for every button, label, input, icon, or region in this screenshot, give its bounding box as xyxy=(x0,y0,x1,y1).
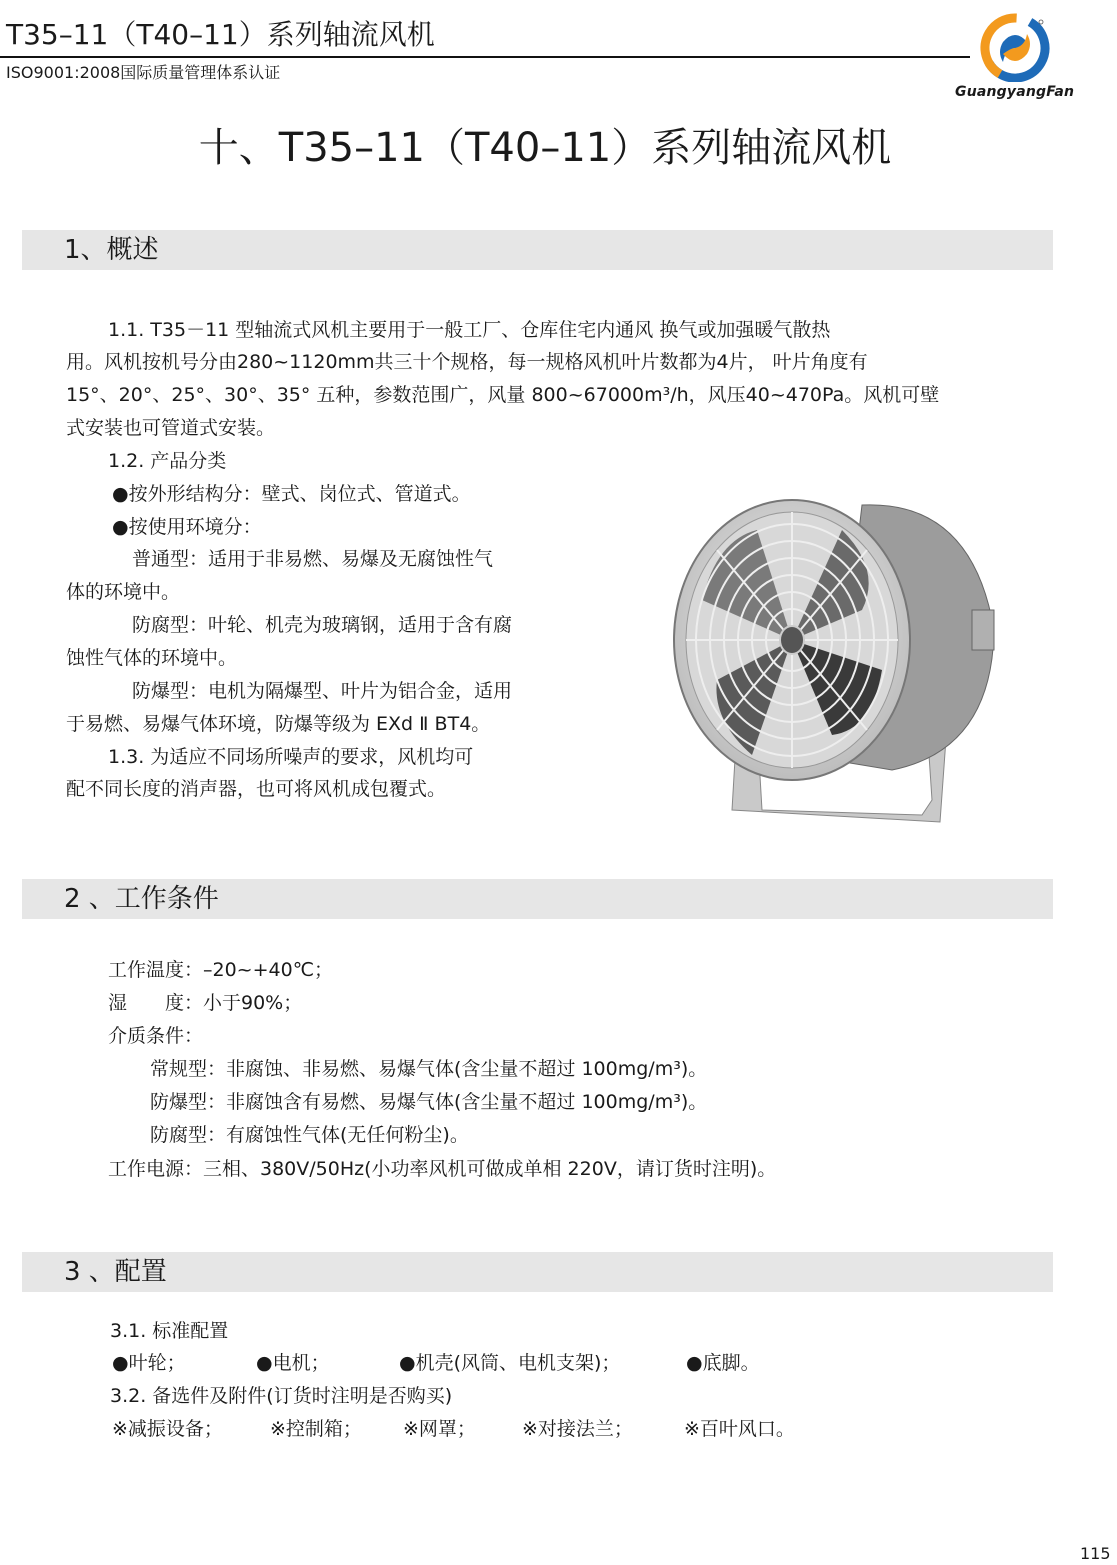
accessory-item: ※百叶风口。 xyxy=(684,1418,795,1440)
header-divider xyxy=(0,56,970,58)
paragraph-line: 防爆型：非腐蚀含有易燃、易爆气体(含尘量不超过 100mg/m³)。 xyxy=(150,1091,708,1113)
page-number: 115 xyxy=(1080,1544,1111,1563)
section-heading-working-conditions xyxy=(22,879,1053,919)
bullet-item: ●按使用环境分： xyxy=(112,516,262,538)
paragraph-line: 工作温度：–20~+40℃； xyxy=(108,959,334,981)
guangyang-logo-icon xyxy=(975,12,1055,82)
header-title: T35–11（T40–11）系列轴流风机 xyxy=(6,18,435,51)
paragraph-line: 介质条件： xyxy=(108,1025,204,1047)
accessory-item: ※减振设备； xyxy=(112,1418,223,1440)
paragraph-line: 用。风机按机号分由280~1120mm共三十个规格，每一规格风机叶片数都为4片， 叶片角度有 xyxy=(66,351,868,373)
paragraph-line: 式安装也可管道式安装。 xyxy=(66,417,276,439)
paragraph-line: 工作电源：三相、380V/50Hz(小功率风机可做成单相 220V，请订货时注明)。 xyxy=(108,1158,777,1180)
accessory-item: ※网罩； xyxy=(403,1418,476,1440)
paragraph-line: 1.1. T35－11 型轴流式风机主要用于一般工厂、仓库住宅内通风 换气或加强暖气散热 xyxy=(108,319,831,341)
section-heading-configuration xyxy=(22,1252,1053,1292)
subheading: 3.2. 备选件及附件(订货时注明是否购买) xyxy=(110,1385,453,1407)
subheading: 3.1. 标准配置 xyxy=(110,1320,229,1342)
paragraph-line: 配不同长度的消声器，也可将风机成包覆式。 xyxy=(66,778,447,800)
subheading: 1.2. 产品分类 xyxy=(108,450,227,472)
config-item: ●叶轮； xyxy=(112,1352,186,1374)
paragraph-line: 1.3. 为适应不同场所噪声的要求，风机均可 xyxy=(108,746,474,768)
paragraph-line: 体的环境中。 xyxy=(66,581,181,603)
section-heading-overview xyxy=(22,230,1053,270)
brand-name: GuangyangFan xyxy=(955,84,1075,100)
section-heading-text: 1、概述 xyxy=(64,235,159,265)
paragraph-line: 防爆型：电机为隔爆型、叶片为铝合金，适用 xyxy=(132,680,513,702)
paragraph-line: 常规型：非腐蚀、非易燃、易爆气体(含尘量不超过 100mg/m³)。 xyxy=(150,1058,708,1080)
page-title: 十、T35–11（T40–11）系列轴流风机 xyxy=(198,125,892,171)
paragraph-line: 蚀性气体的环境中。 xyxy=(66,647,238,669)
config-item: ●电机； xyxy=(256,1352,330,1374)
paragraph-line: 防腐型：有腐蚀性气体(无任何粉尘)。 xyxy=(150,1124,469,1146)
paragraph-line: 15°、20°、25°、30°、35° 五种，参数范围广，风量 800~67000m³/h，风压40~470Pa。风机可壁 xyxy=(66,384,940,406)
config-item: ●机壳(风筒、电机支架)； xyxy=(399,1352,621,1374)
accessory-item: ※对接法兰； xyxy=(522,1418,633,1440)
paragraph-line: 防腐型：叶轮、机壳为玻璃钢，适用于含有腐 xyxy=(132,614,513,636)
bullet-item: ●按外形结构分：壁式、岗位式、管道式。 xyxy=(112,483,471,505)
accessory-item: ※控制箱； xyxy=(270,1418,362,1440)
paragraph-line: 普通型：适用于非易燃、易爆及无腐蚀性气 xyxy=(132,548,494,570)
section-heading-text: 3 、配置 xyxy=(64,1257,167,1287)
certification-text: ISO9001:2008国际质量管理体系认证 xyxy=(6,63,281,82)
axial-fan-image xyxy=(672,470,1002,830)
config-item: ●底脚。 xyxy=(686,1352,760,1374)
section-heading-text: 2 、工作条件 xyxy=(64,884,219,914)
paragraph-line: 于易燃、易爆气体环境，防爆等级为 EXd Ⅱ BT4。 xyxy=(66,713,491,735)
paragraph-line: 湿 度：小于90%； xyxy=(108,992,303,1014)
